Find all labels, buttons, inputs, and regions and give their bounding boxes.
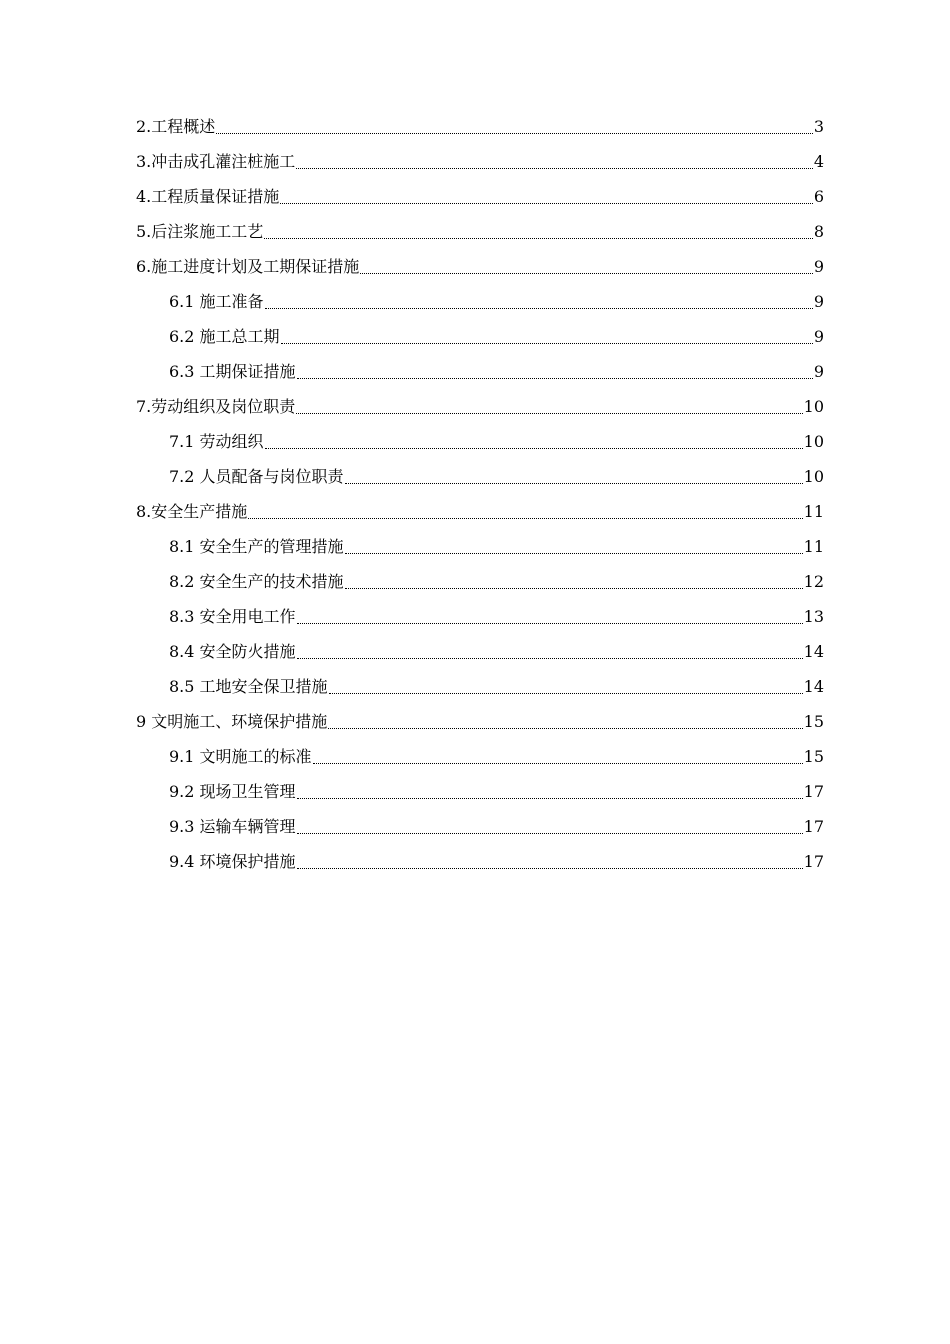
toc-entry[interactable] [136,214,824,249]
toc-entry-page: 8 [813,222,824,241]
toc-entry-title: 6.2 施工总工期 [169,327,280,346]
toc-entry-title: 7.1 劳动组织 [169,432,264,451]
toc-dot-leader [297,798,803,799]
toc-entry-title: 9.1 文明施工的标准 [169,747,312,766]
toc-subentry[interactable] [136,844,824,879]
toc-subentry[interactable] [136,319,824,354]
toc-entry-page: 10 [803,397,824,416]
toc-entry[interactable] [136,494,824,529]
toc-entry-title: 2.工程概述 [136,117,216,136]
toc-entry-page: 14 [803,642,824,661]
toc-subentry[interactable] [136,459,824,494]
toc-entry[interactable] [136,109,824,144]
toc-dot-leader [297,868,803,869]
toc-dot-leader [264,238,813,239]
toc-entry-page: 15 [803,747,824,766]
toc-subentry[interactable] [136,809,824,844]
toc-dot-leader [297,833,803,834]
toc-subentry[interactable] [136,284,824,319]
toc-entry-title: 6.3 工期保证措施 [169,362,296,381]
toc-entry[interactable] [136,249,824,284]
toc-entry[interactable] [136,144,824,179]
toc-entry-page: 6 [813,187,824,206]
toc-entry-title: 3.冲击成孔灌注桩施工 [136,152,296,171]
toc-subentry[interactable] [136,529,824,564]
toc-dot-leader [280,203,813,204]
toc-subentry[interactable] [136,669,824,704]
toc-dot-leader [313,763,803,764]
toc-entry-title: 8.1 安全生产的管理措施 [169,537,344,556]
toc-subentry[interactable] [136,424,824,459]
toc-dot-leader [328,728,802,729]
toc-dot-leader [329,693,803,694]
toc-entry-title: 8.4 安全防火措施 [169,642,296,661]
toc-dot-leader [265,448,803,449]
toc-entry-page: 11 [803,537,824,556]
toc-entry-title: 8.2 安全生产的技术措施 [169,572,344,591]
toc-dot-leader [296,168,813,169]
toc-entry-page: 10 [803,432,824,451]
toc-entry-page: 12 [803,572,824,591]
toc-dot-leader [281,343,813,344]
toc-entry[interactable] [136,179,824,214]
toc-entry-page: 10 [803,467,824,486]
toc-entry-page: 9 [813,292,824,311]
toc-subentry[interactable] [136,634,824,669]
toc-dot-leader [345,483,803,484]
toc-entry-page: 9 [813,362,824,381]
toc-entry-title: 8.5 工地安全保卫措施 [169,677,328,696]
toc-entry-page: 15 [803,712,824,731]
toc-entry[interactable] [136,704,824,739]
toc-entry-title: 9.4 环境保护措施 [169,852,296,871]
toc-dot-leader [345,553,803,554]
toc-dot-leader [345,588,803,589]
toc-entry-title: 7.劳动组织及岗位职责 [136,397,296,416]
toc-subentry[interactable] [136,564,824,599]
toc-dot-leader [296,413,802,414]
toc-subentry[interactable] [136,599,824,634]
toc-entry-title: 8.安全生产措施 [136,502,248,521]
toc-entry-title: 6.施工进度计划及工期保证措施 [136,257,360,276]
toc-entry-page: 3 [813,117,824,136]
toc-dot-leader [297,623,803,624]
toc-entry-page: 17 [803,782,824,801]
toc-entry-page: 9 [813,257,824,276]
toc-entry-title: 4.工程质量保证措施 [136,187,280,206]
toc-entry-title: 9.2 现场卫生管理 [169,782,296,801]
table-of-contents [136,109,824,879]
toc-subentry[interactable] [136,774,824,809]
toc-entry-title: 6.1 施工准备 [169,292,264,311]
toc-entry-page: 4 [813,152,824,171]
toc-dot-leader [297,378,813,379]
toc-entry-title: 8.3 安全用电工作 [169,607,296,626]
toc-entry-title: 7.2 人员配备与岗位职责 [169,467,344,486]
toc-entry-page: 17 [803,852,824,871]
toc-entry-title: 9.3 运输车辆管理 [169,817,296,836]
toc-entry-page: 9 [813,327,824,346]
toc-dot-leader [248,518,802,519]
toc-dot-leader [265,308,813,309]
toc-entry-title: 5.后注浆施工工艺 [136,222,264,241]
toc-entry-page: 14 [803,677,824,696]
toc-dot-leader [297,658,803,659]
toc-dot-leader [216,133,813,134]
toc-entry-page: 13 [803,607,824,626]
toc-entry-page: 11 [803,502,824,521]
toc-subentry[interactable] [136,739,824,774]
toc-entry-title: 9 文明施工、环境保护措施 [136,712,328,731]
toc-dot-leader [360,273,813,274]
toc-entry[interactable] [136,389,824,424]
toc-entry-page: 17 [803,817,824,836]
toc-subentry[interactable] [136,354,824,389]
